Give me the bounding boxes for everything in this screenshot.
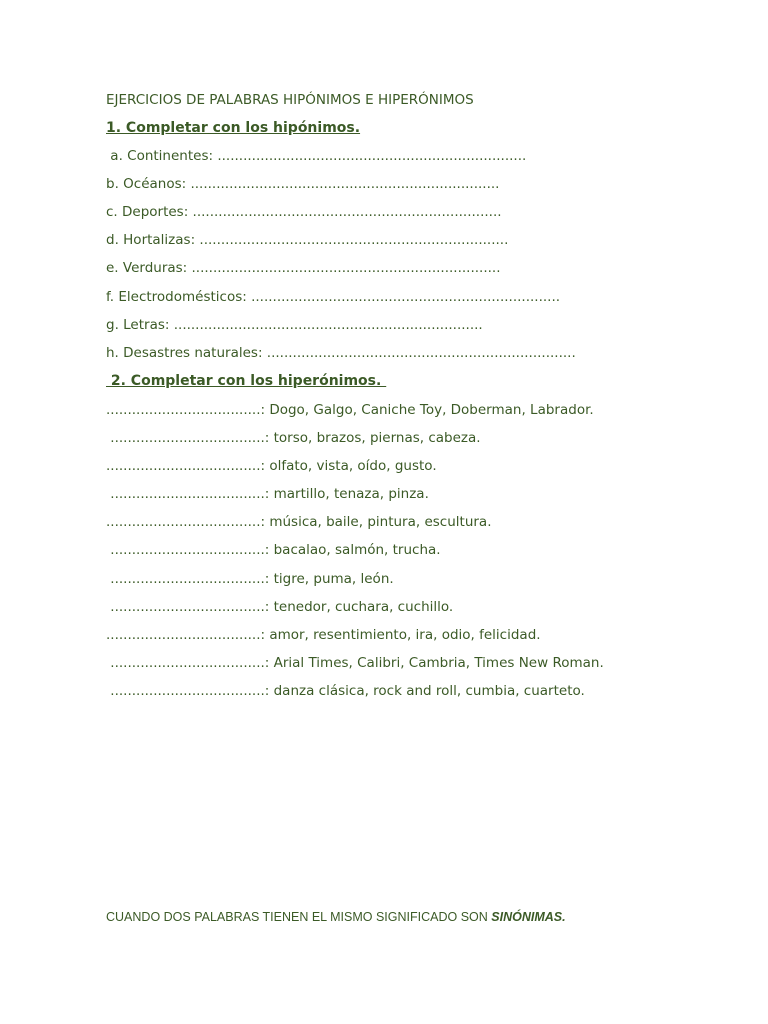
section1-item: g. Letras: ........................................................................ — [106, 317, 483, 333]
section1-item: b. Océanos: ........................................................................ — [106, 176, 500, 192]
section2-item: ....................................: tigre, puma, león. — [106, 571, 394, 587]
section2-heading: 2. Completar con los hiperónimos. — [106, 373, 387, 389]
section2-item: ....................................: torso, brazos, piernas, cabeza. — [106, 430, 481, 446]
section1-item: a. Continentes: ........................................................................ — [106, 148, 527, 164]
section2-item: ....................................: amor, resentimiento, ira, odio, felicidad. — [106, 627, 541, 643]
section1-item: e. Verduras: ........................................................................ — [106, 260, 501, 276]
section2-item: ....................................: bacalao, salmón, trucha. — [106, 542, 441, 558]
section2-item: ....................................: música, baile, pintura, escultura. — [106, 514, 492, 530]
section2-item: ....................................: tenedor, cuchara, cuchillo. — [106, 599, 454, 615]
footer-note — [106, 910, 566, 924]
section1-heading: 1. Completar con los hipónimos. — [106, 120, 361, 136]
section2-item: ....................................: Dogo, Galgo, Caniche Toy, Doberman, Labrador. — [106, 402, 594, 418]
section2-item: ....................................: Arial Times, Calibri, Cambria, Times New Roman. — [106, 655, 604, 671]
document-title: EJERCICIOS DE PALABRAS HIPÓNIMOS E HIPERÓNIMOS — [106, 92, 474, 108]
footer-emphasis: SINÓNIMAS. — [491, 910, 566, 924]
section1-item: f. Electrodomésticos: ........................................................................ — [106, 289, 561, 305]
section1-item: c. Deportes: ........................................................................ — [106, 204, 502, 220]
section1-item: h. Desastres naturales: ........................................................................ — [106, 345, 576, 361]
section2-item: ....................................: martillo, tenaza, pinza. — [106, 486, 429, 502]
footer-text: CUANDO DOS PALABRAS TIENEN EL MISMO SIGNIFICADO SON — [106, 910, 492, 924]
section2-item: ....................................: olfato, vista, oído, gusto. — [106, 458, 437, 474]
section1-item: d. Hortalizas: ........................................................................ — [106, 232, 509, 248]
section2-item: ....................................: danza clásica, rock and roll, cumbia, cuarteto. — [106, 683, 585, 699]
